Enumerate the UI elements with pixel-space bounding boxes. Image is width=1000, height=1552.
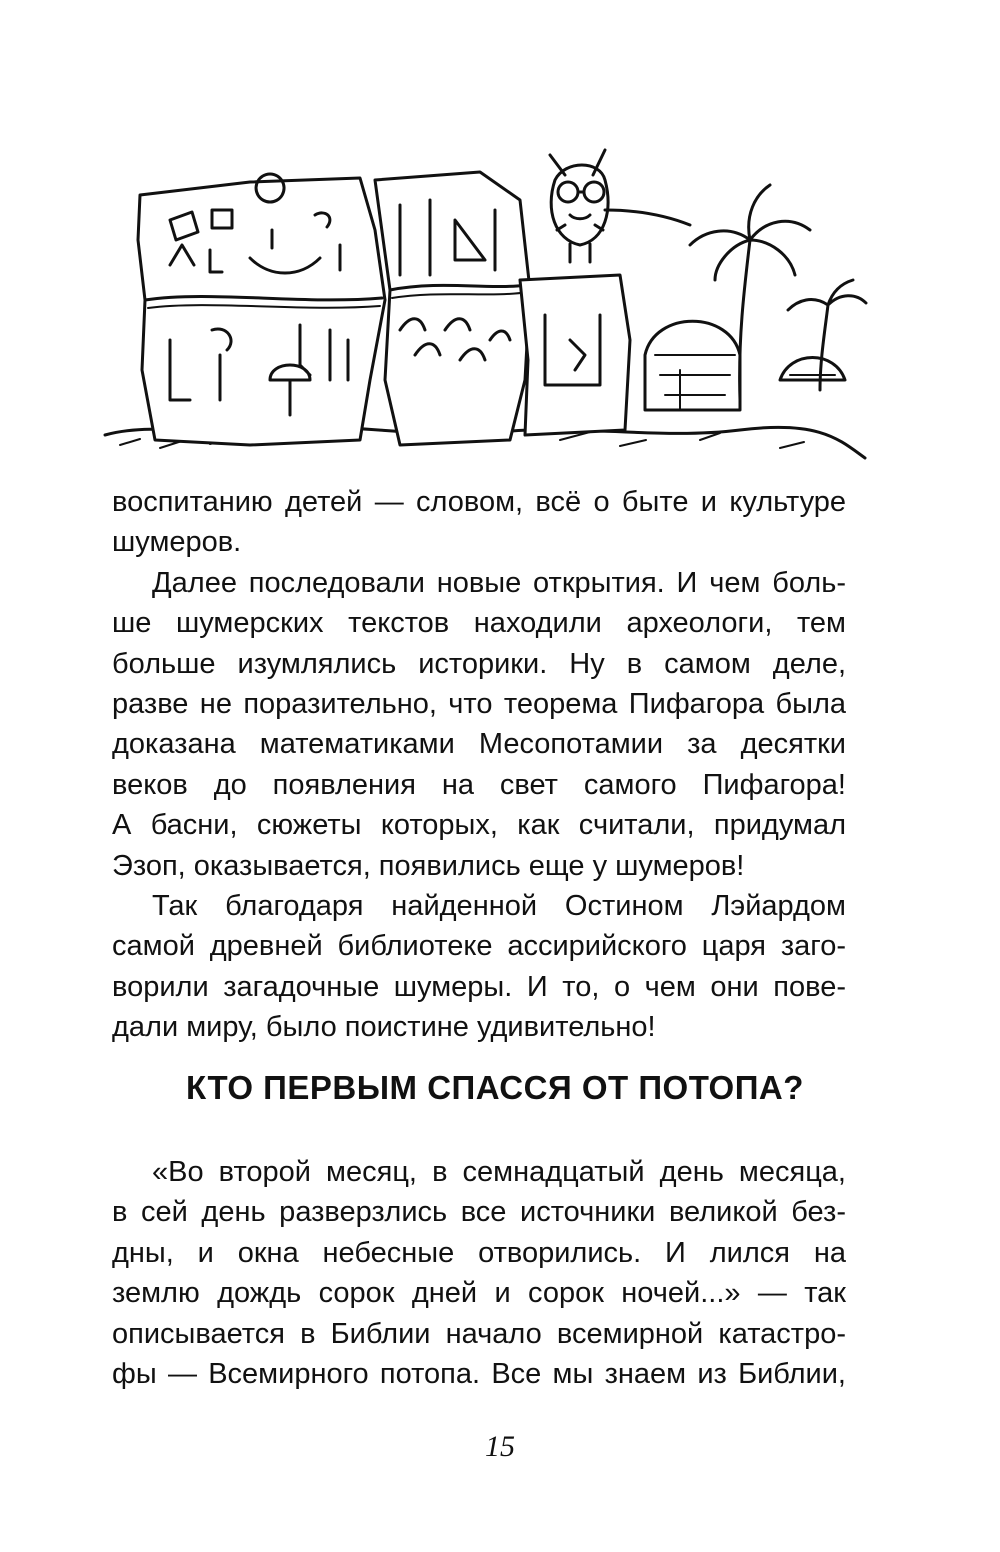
text-line: дны, и окна небесные отворились. И лился на bbox=[112, 1236, 846, 1269]
text-line: в сей день разверзлись все источники великой без- bbox=[112, 1196, 846, 1229]
text-line: доказана математиками Месопотамии за десятки bbox=[112, 728, 846, 761]
text-line: Далее последовали новые открытия. И чем боль- bbox=[152, 566, 846, 599]
text-line: ше шумерских текстов находили археологи, тем bbox=[112, 607, 846, 640]
text-line: Так благодаря найденной Остином Лэйардом bbox=[152, 889, 846, 922]
text-line: А басни, сюжеты которых, как считали, придумал bbox=[112, 809, 846, 842]
text-line: дали миру, было поистине удивительно! bbox=[112, 1011, 656, 1044]
text-line: фы — Всемирного потопа. Все мы знаем из Библии, bbox=[112, 1357, 846, 1390]
text-line: Эзоп, оказывается, появились еще у шумеров! bbox=[112, 849, 745, 882]
text-line: шумеров. bbox=[112, 526, 242, 559]
section-heading: КТО ПЕРВЫМ СПАССЯ ОТ ПОТОПА? bbox=[186, 1069, 804, 1106]
text-line: «Во второй месяц, в семнадцатый день месяца, bbox=[152, 1156, 846, 1188]
text-section-1 bbox=[112, 482, 846, 1047]
text-line: землю дождь сорок дней и сорок ночей...» — так bbox=[112, 1277, 846, 1310]
text-line: больше изумлялись историки. Ну в самом деле, bbox=[112, 647, 846, 680]
text-line: самой древней библиотеке ассирийского царя заго- bbox=[112, 930, 846, 963]
text-line: описывается в Библии начало всемирной катастро- bbox=[112, 1317, 846, 1350]
text-line: веков до появления на свет самого Пифагора! bbox=[112, 768, 846, 801]
text-line: разве не поразительно, что теорема Пифагора была bbox=[112, 687, 846, 720]
text-line: воспитанию детей — словом, всё о быте и культуре bbox=[112, 486, 846, 518]
text-section-2 bbox=[112, 1152, 846, 1394]
tablets-owl-illustration bbox=[100, 140, 870, 470]
page-number: 15 bbox=[485, 1430, 515, 1463]
text-line: ворили загадочные шумеры. И то, о чем они пове- bbox=[112, 970, 846, 1003]
